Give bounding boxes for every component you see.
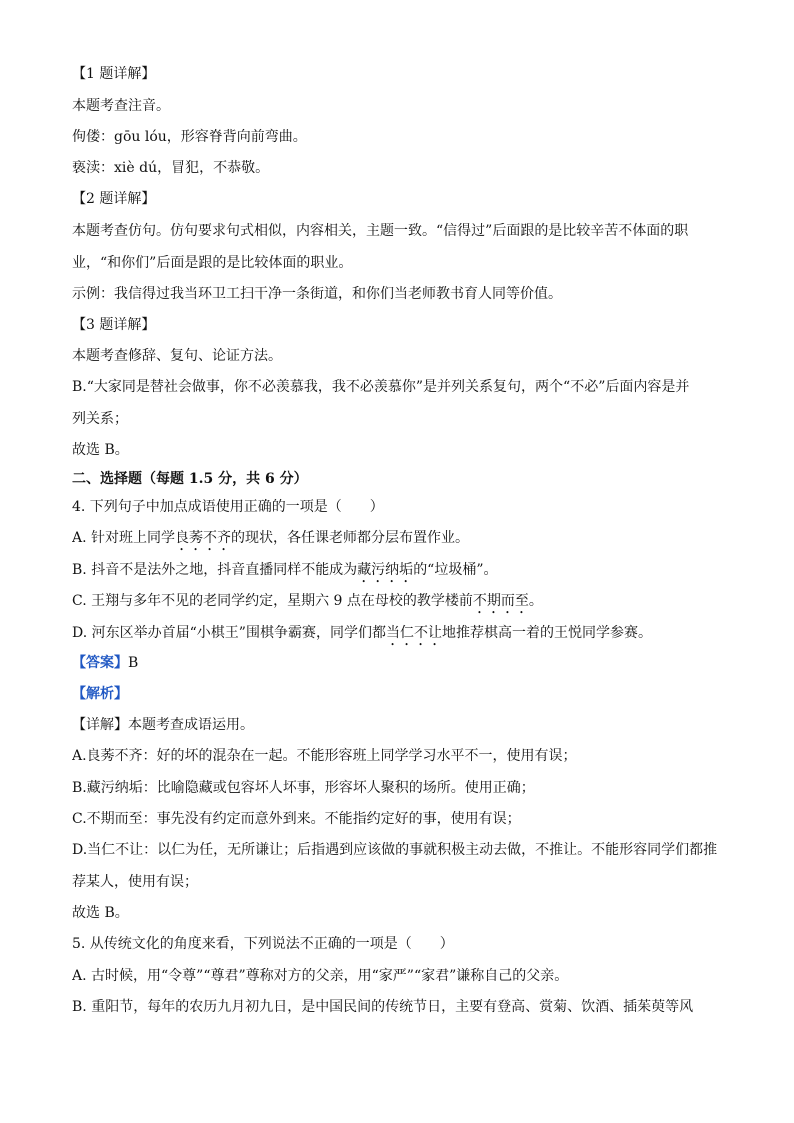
q4-option-d-suffix: 地推荐棋高一着的王悦同学参赛。 (441, 625, 652, 641)
detail-line (72, 712, 722, 738)
q1-item-2: 亵渎：xiè dú，冒犯，不恭敬。 (72, 160, 270, 176)
q4-option-a-dotted-idiom: 良莠不齐 (175, 530, 232, 546)
q3-line-1: B.“大家同是替社会做事，你不必羡慕我，我不必羡慕你”是并列关系复句，两个“不必”后面内容是并 (72, 379, 690, 395)
q2-example: 示例：我信得过我当环卫工扫干净一条街道，和你们当老师教书育人同等价值。 (72, 286, 562, 302)
analysis-option-d-line-2: 荐某人，使用有误； (72, 874, 198, 890)
q2-title: 【2 题详解】 (72, 191, 156, 207)
section-2-title: 二、选择题（每题 1.5 分，共 6 分） (72, 471, 308, 487)
q4-option-c-suffix: 。 (528, 593, 543, 609)
q5-option-a: A. 古时候，用“令尊”“尊君”尊称对方的父亲，用“家严”“家君”谦称自己的父亲。 (72, 968, 569, 984)
q2-line-2: 业，“和你们”后面是跟的是比较体面的职业。 (72, 255, 353, 271)
q3-intro: 本题考查修辞、复句、论证方法。 (72, 348, 282, 364)
q4-option-c (72, 588, 722, 614)
q4-stem: 4. 下列句子中加点成语使用正确的一项是（ ） (72, 499, 384, 515)
analysis-option-a: A.良莠不齐：好的坏的混杂在一起。不能形容班上同学学习水平不一，使用有误； (72, 748, 577, 764)
q4-option-b-dotted-idiom: 藏污纳垢 (357, 562, 414, 578)
q4-option-d (72, 620, 722, 646)
analysis-option-b: B.藏污纳垢：比喻隐藏或包容坏人坏事，形容坏人聚积的场所。使用正确； (72, 780, 535, 796)
q3-answer: 故选 B。 (72, 442, 129, 458)
q2-line-1: 本题考查仿句。仿句要求句式相似，内容相关，主题一致。“信得过”后面跟的是比较辛苦不体面的职 (72, 223, 689, 239)
q4-option-b-suffix: 的“垃圾桶”。 (413, 562, 498, 578)
q1-intro: 本题考查注音。 (72, 98, 170, 114)
detail-text: 本题考查成语运用。 (128, 717, 254, 733)
q4-option-d-prefix: D. 河东区举办首届“小棋王”围棋争霸赛，同学们都 (72, 625, 386, 641)
answer-line (72, 650, 722, 676)
q4-option-a-suffix: 的现状，各任课老师都分层布置作业。 (231, 530, 470, 546)
q3-line-2: 列关系； (72, 411, 128, 427)
analysis-option-d-line-1: D.当仁不让：以仁为任，无所谦让；后指遇到应该做的事就积极主动去做，不推让。不能形容同学们都推 (72, 842, 718, 858)
q4-option-b-prefix: B. 抖音不是法外之地，抖音直播同样不能成为 (72, 562, 358, 578)
q4-option-c-dotted-idiom: 不期而至 (472, 593, 529, 609)
q4-option-a (72, 525, 722, 551)
q3-title: 【3 题详解】 (72, 317, 156, 333)
q4-option-d-dotted-idiom: 当仁不让 (385, 625, 442, 641)
answer-value: B (128, 655, 139, 671)
q4-option-c-prefix: C. 王翔与多年不见的老同学约定，星期六 9 点在母校的教学楼前 (72, 593, 473, 609)
analysis-option-c: C.不期而至：事先没有约定而意外到来。不能指约定好的事，使用有误； (72, 811, 521, 827)
detail-label: 【详解】 (72, 717, 128, 733)
q5-stem: 5. 从传统文化的角度来看，下列说法不正确的一项是（ ） (72, 936, 454, 952)
q1-title: 【1 题详解】 (72, 66, 156, 82)
q4-option-a-prefix: A. 针对班上同学 (72, 530, 176, 546)
analysis-label: 【解析】 (72, 686, 128, 702)
q1-item-1: 佝偻：gōu lóu，形容脊背向前弯曲。 (72, 129, 307, 145)
q5-option-b: B. 重阳节，每年的农历九月初九日，是中国民间的传统节日，主要有登高、赏菊、饮酒、插茱萸等风 (72, 999, 694, 1015)
answer-label: 【答案】 (72, 655, 128, 671)
q4-conclusion: 故选 B。 (72, 905, 129, 921)
q4-option-b (72, 557, 722, 583)
